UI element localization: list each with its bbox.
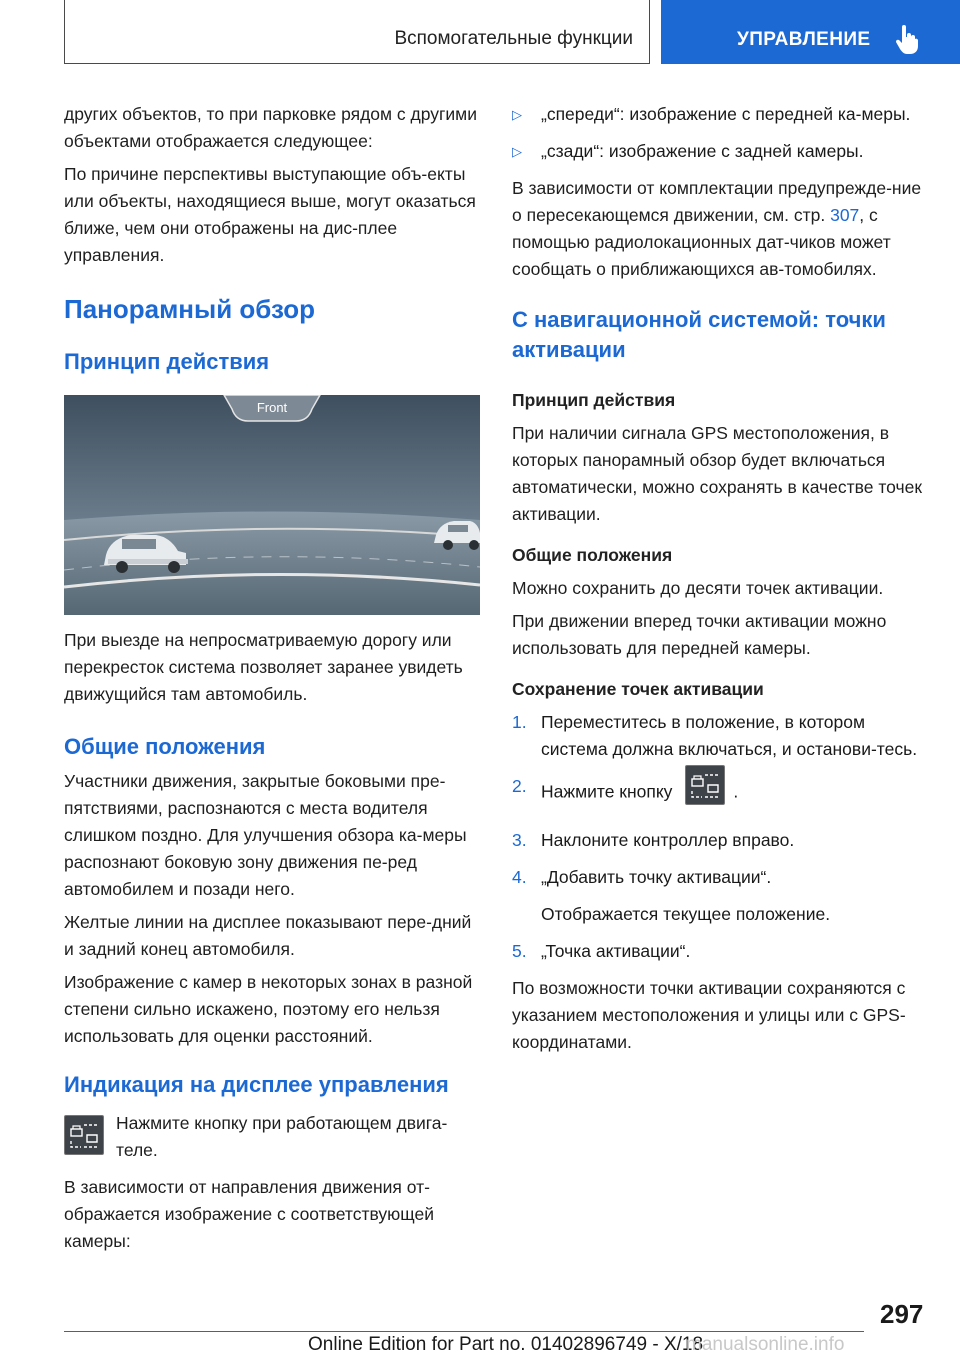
panorama-view-icon[interactable] [64, 1115, 104, 1155]
left-column [64, 101, 484, 1261]
right-column [512, 101, 932, 1062]
triangle-right-icon: ▷ [512, 107, 522, 122]
step-number: 5. [512, 941, 527, 961]
list-item [512, 101, 932, 128]
paragraph: По причине перспективы выступающие объ-екты или объекты, находящиеся выше, могут оказаться ближе, чем они отображены на дис-плее управления. [64, 164, 476, 265]
header-chapter-label: УПРАВЛЕНИЕ [737, 29, 871, 50]
text-run: , с помощью радиолокационных дат-чиков может сообщать о приближающихся ав-томобилях. [512, 205, 891, 279]
front-label: Front [256, 400, 288, 415]
triangle-right-icon: ▷ [512, 144, 522, 159]
step-number: 2. [512, 776, 527, 796]
heading-display: Индикация на дисплее управления [64, 1072, 449, 1097]
heading-principle: Принцип действия [512, 390, 676, 410]
paragraph: Желтые линии на дисплее показывают пере-дний и задний конец автомобиля. [64, 912, 472, 959]
panorama-illustration [64, 395, 480, 615]
paragraph: При наличии сигнала GPS местоположения, в которых панорамный обзор будет включаться автоматически, можно сохранять в качестве точек активации. [512, 423, 923, 524]
step-text-tail: . [733, 781, 739, 802]
page-link[interactable]: 307 [830, 205, 860, 225]
list-item-text: „спереди“: изображение с передней ка-меры. [541, 104, 911, 124]
paragraph: Изображение с камер в некоторых зонах в разной степени сильно искажено, поэтому его нельзя использовать для оценки расстояний. [64, 972, 473, 1046]
icon-instruction [64, 1110, 484, 1164]
step-text: „Точка активации“. [541, 941, 691, 961]
header-chapter-tab[interactable] [661, 0, 960, 64]
paragraph: По возможности точки активации сохраняются с указанием местоположения и улицы или с GPS-координатами. [512, 978, 906, 1052]
header-section-box [64, 0, 650, 64]
text-run: В зависимости от комплектации предупрежде-ние о пересекающемся движении, см. стр. [512, 178, 922, 225]
step-number: 3. [512, 830, 527, 850]
step-text: Наклоните контроллер вправо. [541, 830, 795, 850]
paragraph: Можно сохранить до десяти точек активации. [512, 578, 884, 598]
header-section-title: Вспомогательные функции [394, 28, 633, 49]
step-number: 1. [512, 712, 527, 732]
heading-principle: Принцип действия [64, 349, 270, 374]
page-number: 297 [880, 1299, 924, 1329]
step-item [512, 773, 932, 817]
hand-pointer-icon [895, 24, 919, 54]
step-number: 4. [512, 867, 527, 887]
footer-watermark: manualsonline.info [686, 1334, 845, 1355]
step-text: Нажмите кнопку [541, 781, 673, 802]
paragraph-warning [512, 175, 932, 283]
heading-general: Общие положения [512, 545, 673, 565]
paragraph: других объектов, то при парковке рядом с другими объектами отображается следующее: [64, 104, 477, 151]
step-sub-paragraph: Отображается текущее положение. [541, 904, 831, 924]
panorama-figure [64, 395, 480, 615]
heading-navigation: С навигационной системой: точки активации [512, 307, 886, 362]
step-text: „Добавить точку активации“. [541, 867, 772, 887]
step-item [512, 709, 932, 763]
heading-panorama: Панорамный обзор [64, 294, 316, 324]
step-text: Переместитесь в положение, в котором система должна включаться, и останови-тесь. [541, 712, 918, 759]
footer-edition: Online Edition for Part no. 01402896749 - X/18 [308, 1334, 704, 1355]
list-item-text: „сзади“: изображение с задней камеры. [541, 141, 864, 161]
paragraph: В зависимости от направления движения от-ображается изображение с соответствующей камеры: [64, 1177, 435, 1251]
paragraph: Участники движения, закрытые боковыми пре-пятствиями, распознаются с места водителя слишком поздно. Для улучшения обзора ка-меры распознают боковую зону движения пе-ред автомобилем и позади него. [64, 771, 467, 899]
footer-divider [64, 1331, 864, 1332]
step-item [512, 827, 932, 854]
paragraph: Нажмите кнопку при работающем двига-теле. [116, 1113, 448, 1160]
heading-save: Сохранение точек активации [512, 679, 764, 699]
list-item [512, 138, 932, 165]
heading-general: Общие положения [64, 734, 266, 759]
paragraph: При движении вперед точки активации можно использовать для передней камеры. [512, 611, 887, 658]
step-item [512, 938, 932, 965]
step-item [512, 864, 932, 891]
paragraph: При выезде на непросматриваемую дорогу или перекресток система позволяет заранее увидеть движущийся там автомобиль. [64, 630, 463, 704]
panorama-view-icon[interactable] [685, 765, 725, 805]
